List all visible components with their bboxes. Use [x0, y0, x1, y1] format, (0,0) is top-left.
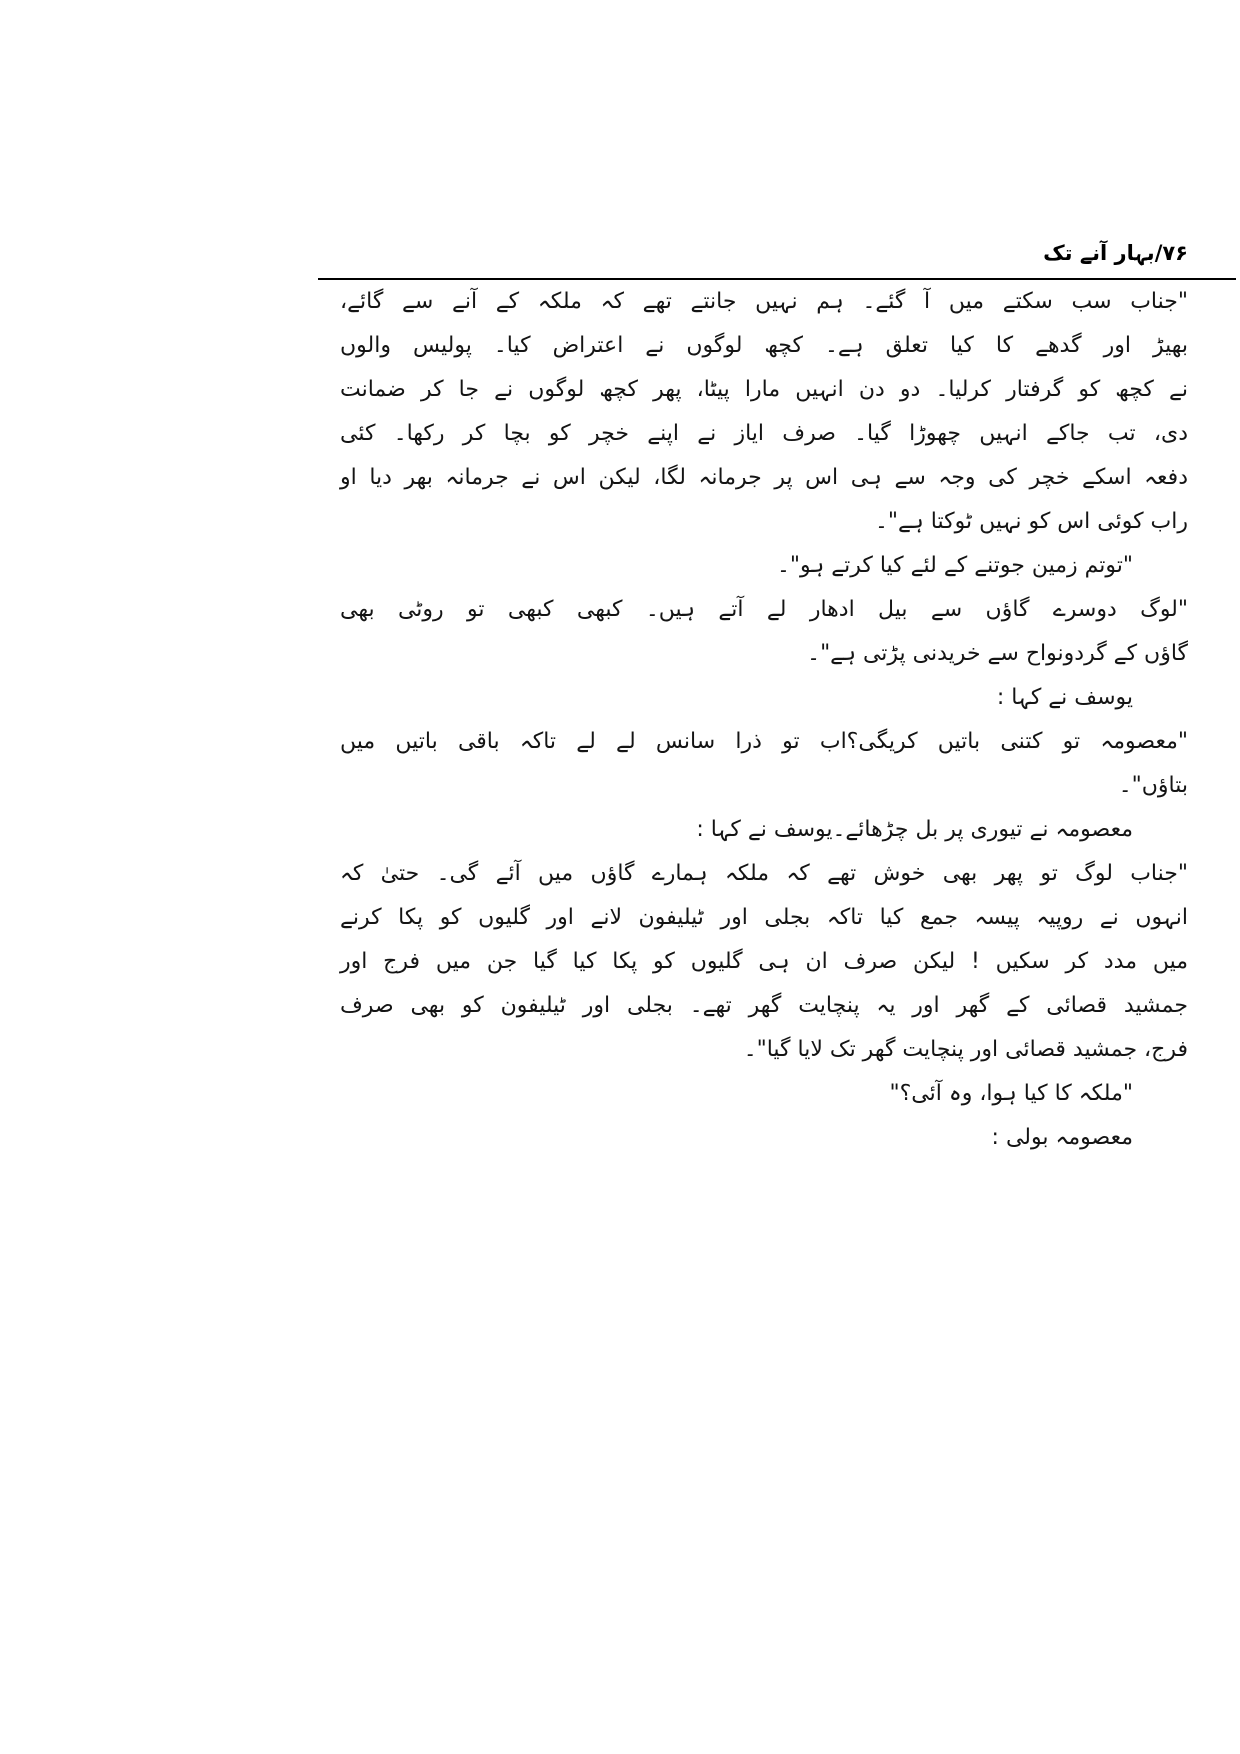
text-line: "معصومہ تو کتنی باتیں کریگی؟اب تو ذرا سانس لے لے تاکہ باقی باتیں میں [340, 729, 1188, 754]
text-line: راب کوئی اس کو نہیں ٹوکتا ہے"۔ [874, 509, 1188, 534]
text-line: دی، تب جاکے انہیں چھوڑا گیا۔ صرف ایاز نے اپنے خچر کو بچا کر رکھا۔ کئی [340, 421, 1188, 446]
text-line: فرج، جمشید قصائی اور پنچایت گھر تک لایا گیا"۔ [743, 1037, 1188, 1062]
text-line: "ملکہ کا کیا ہوا، وہ آئی؟" [889, 1081, 1133, 1106]
text-line: جمشید قصائی کے گھر اور یہ پنچایت گھر تھے۔ بجلی اور ٹیلیفون کو بھی صرف [340, 993, 1188, 1018]
text-line: "توتم زمین جوتنے کے لئے کیا کرتے ہو"۔ [776, 553, 1133, 578]
text-line: "جناب سب سکتے میں آ گئے۔ ہم نہیں جانتے تھے کہ ملکہ کے آنے سے گائے، [340, 289, 1188, 314]
text-line: "لوگ دوسرے گاؤں سے بیل ادھار لے آتے ہیں۔ کبھی کبھی تو روٹی بھی [340, 597, 1188, 622]
text-line: انہوں نے روپیہ پیسہ جمع کیا تاکہ بجلی اور ٹیلیفون لانے اور گلیوں کو پکا کرنے [340, 905, 1188, 930]
text-line: "جناب لوگ تو پھر بھی خوش تھے کہ ملکہ ہمارے گاؤں میں آئے گی۔ حتیٰ کہ [340, 861, 1188, 886]
text-line: نے کچھ کو گرفتار کرلیا۔ دو دن انہیں مارا پیٹا، پھر کچھ لوگوں نے جا کر ضمانت [340, 377, 1188, 402]
text-line: معصومہ بولی : [991, 1125, 1133, 1150]
text-line: دفعہ اسکے خچر کی وجہ سے ہی اس پر جرمانہ لگا، لیکن اس نے جرمانہ بھر دیا او [340, 465, 1188, 490]
body-text [340, 280, 1188, 1160]
text-line: بتاؤں"۔ [1118, 773, 1188, 798]
running-head: ۷۶/بہار آنے تک [1043, 241, 1188, 265]
text-line: یوسف نے کہا : [996, 685, 1133, 710]
text-line: معصومہ نے تیوری پر بل چڑھائے۔یوسف نے کہا : [696, 817, 1133, 842]
text-line: گاؤں کے گردونواح سے خریدنی پڑتی ہے"۔ [807, 641, 1188, 666]
text-line: بھیڑ اور گدھے کا کیا تعلق ہے۔ کچھ لوگوں نے اعتراض کیا۔ پولیس والوں [340, 333, 1188, 358]
text-line: میں مدد کر سکیں ! لیکن صرف ان ہی گلیوں کو پکا کیا گیا جن میں فرج اور [340, 949, 1188, 974]
